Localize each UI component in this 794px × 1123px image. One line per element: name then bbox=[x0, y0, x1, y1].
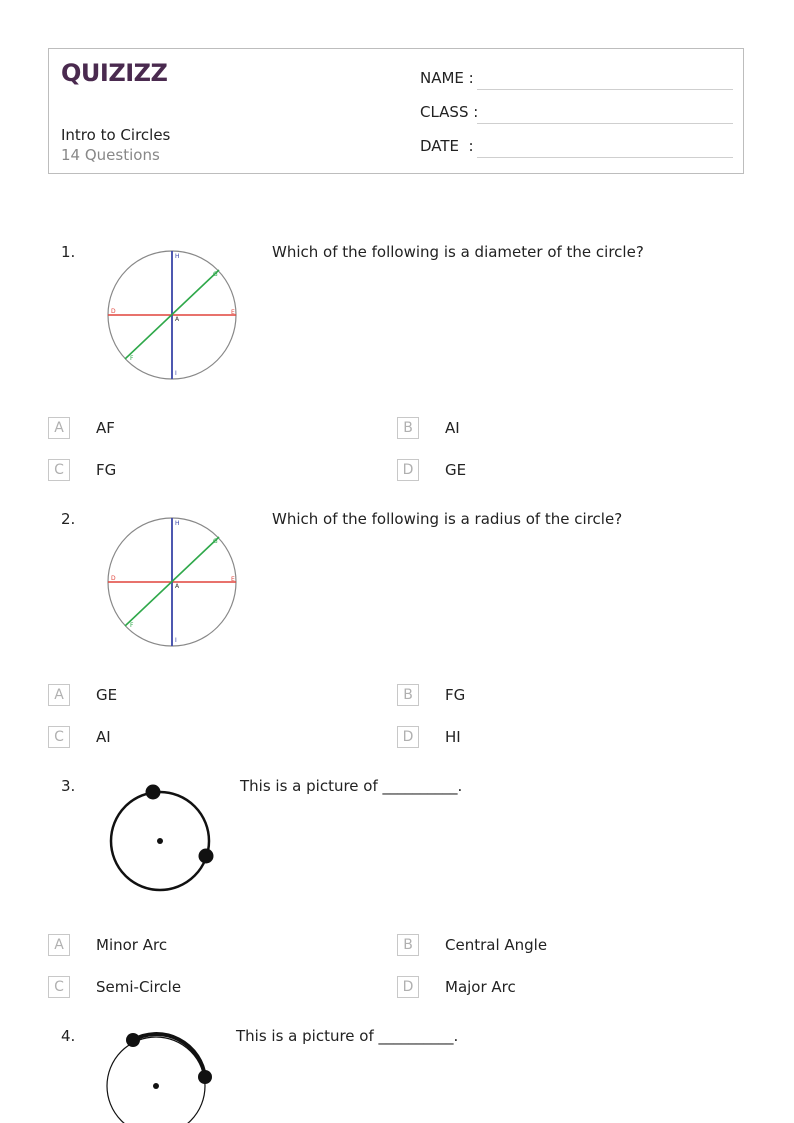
option-d-box[interactable]: D bbox=[397, 976, 419, 998]
diagram-label: A bbox=[175, 583, 180, 590]
question-number: 1. bbox=[61, 243, 76, 261]
diagram-label: F bbox=[130, 622, 134, 629]
question-text: This is a picture of __________. bbox=[236, 1027, 459, 1045]
option-d-text: Major Arc bbox=[445, 978, 516, 996]
option-c-text: FG bbox=[96, 461, 117, 479]
option-d-box[interactable]: D bbox=[397, 726, 419, 748]
worksheet-header bbox=[48, 48, 744, 174]
option-c-box[interactable]: C bbox=[48, 726, 70, 748]
option-d-box[interactable]: D bbox=[397, 459, 419, 481]
option-a-box[interactable]: A bbox=[48, 934, 70, 956]
major-arc-diagram bbox=[104, 780, 224, 896]
option-d-text: GE bbox=[445, 461, 467, 479]
option-d-text: HI bbox=[445, 728, 461, 746]
option-a-text: GE bbox=[96, 686, 118, 704]
diagram-label: A bbox=[175, 316, 180, 323]
option-b-box[interactable]: B bbox=[397, 417, 419, 439]
question-text: Which of the following is a radius of the circle? bbox=[272, 510, 623, 528]
name-field[interactable] bbox=[477, 89, 733, 90]
option-a-text: Minor Arc bbox=[96, 936, 168, 954]
option-a-box[interactable]: A bbox=[48, 684, 70, 706]
question-number: 3. bbox=[61, 777, 76, 795]
name-label: NAME : bbox=[420, 69, 474, 87]
option-c-box[interactable]: C bbox=[48, 976, 70, 998]
circle-diameter-diagram bbox=[104, 248, 240, 382]
question-number: 4. bbox=[61, 1027, 76, 1045]
option-b-text: FG bbox=[445, 686, 466, 704]
date-label: DATE : bbox=[420, 137, 474, 155]
diagram-label: E bbox=[231, 576, 235, 583]
circle-diameter-diagram bbox=[104, 515, 240, 649]
diagram-label: I bbox=[175, 637, 177, 644]
diagram-label: D bbox=[111, 575, 116, 582]
question-text: Which of the following is a diameter of the circle? bbox=[272, 243, 644, 261]
option-c-box[interactable]: C bbox=[48, 459, 70, 481]
worksheet-title: Intro to Circles bbox=[61, 126, 171, 144]
class-field[interactable] bbox=[477, 123, 733, 124]
option-b-box[interactable]: B bbox=[397, 934, 419, 956]
option-b-text: Central Angle bbox=[445, 936, 548, 954]
date-field[interactable] bbox=[477, 157, 733, 158]
option-c-text: Semi-Circle bbox=[96, 978, 182, 996]
question-text: This is a picture of __________. bbox=[240, 777, 463, 795]
diagram-label: H bbox=[175, 253, 180, 260]
option-a-text: AF bbox=[96, 419, 115, 437]
diagram-label: H bbox=[175, 520, 180, 527]
option-a-box[interactable]: A bbox=[48, 417, 70, 439]
question-number: 2. bbox=[61, 510, 76, 528]
diagram-label: F bbox=[130, 355, 134, 362]
diagram-label: D bbox=[111, 308, 116, 315]
diagram-label: G bbox=[213, 271, 218, 278]
class-label: CLASS : bbox=[420, 103, 479, 121]
diagram-label: I bbox=[175, 370, 177, 377]
diagram-label: G bbox=[213, 538, 218, 545]
question-count: 14 Questions bbox=[61, 146, 160, 164]
option-b-text: AI bbox=[445, 419, 460, 437]
quizizz-logo: QUIZIZZ bbox=[61, 59, 168, 87]
option-c-text: AI bbox=[96, 728, 111, 746]
diagram-label: E bbox=[231, 309, 235, 316]
option-b-box[interactable]: B bbox=[397, 684, 419, 706]
minor-arc-diagram bbox=[100, 1030, 220, 1123]
